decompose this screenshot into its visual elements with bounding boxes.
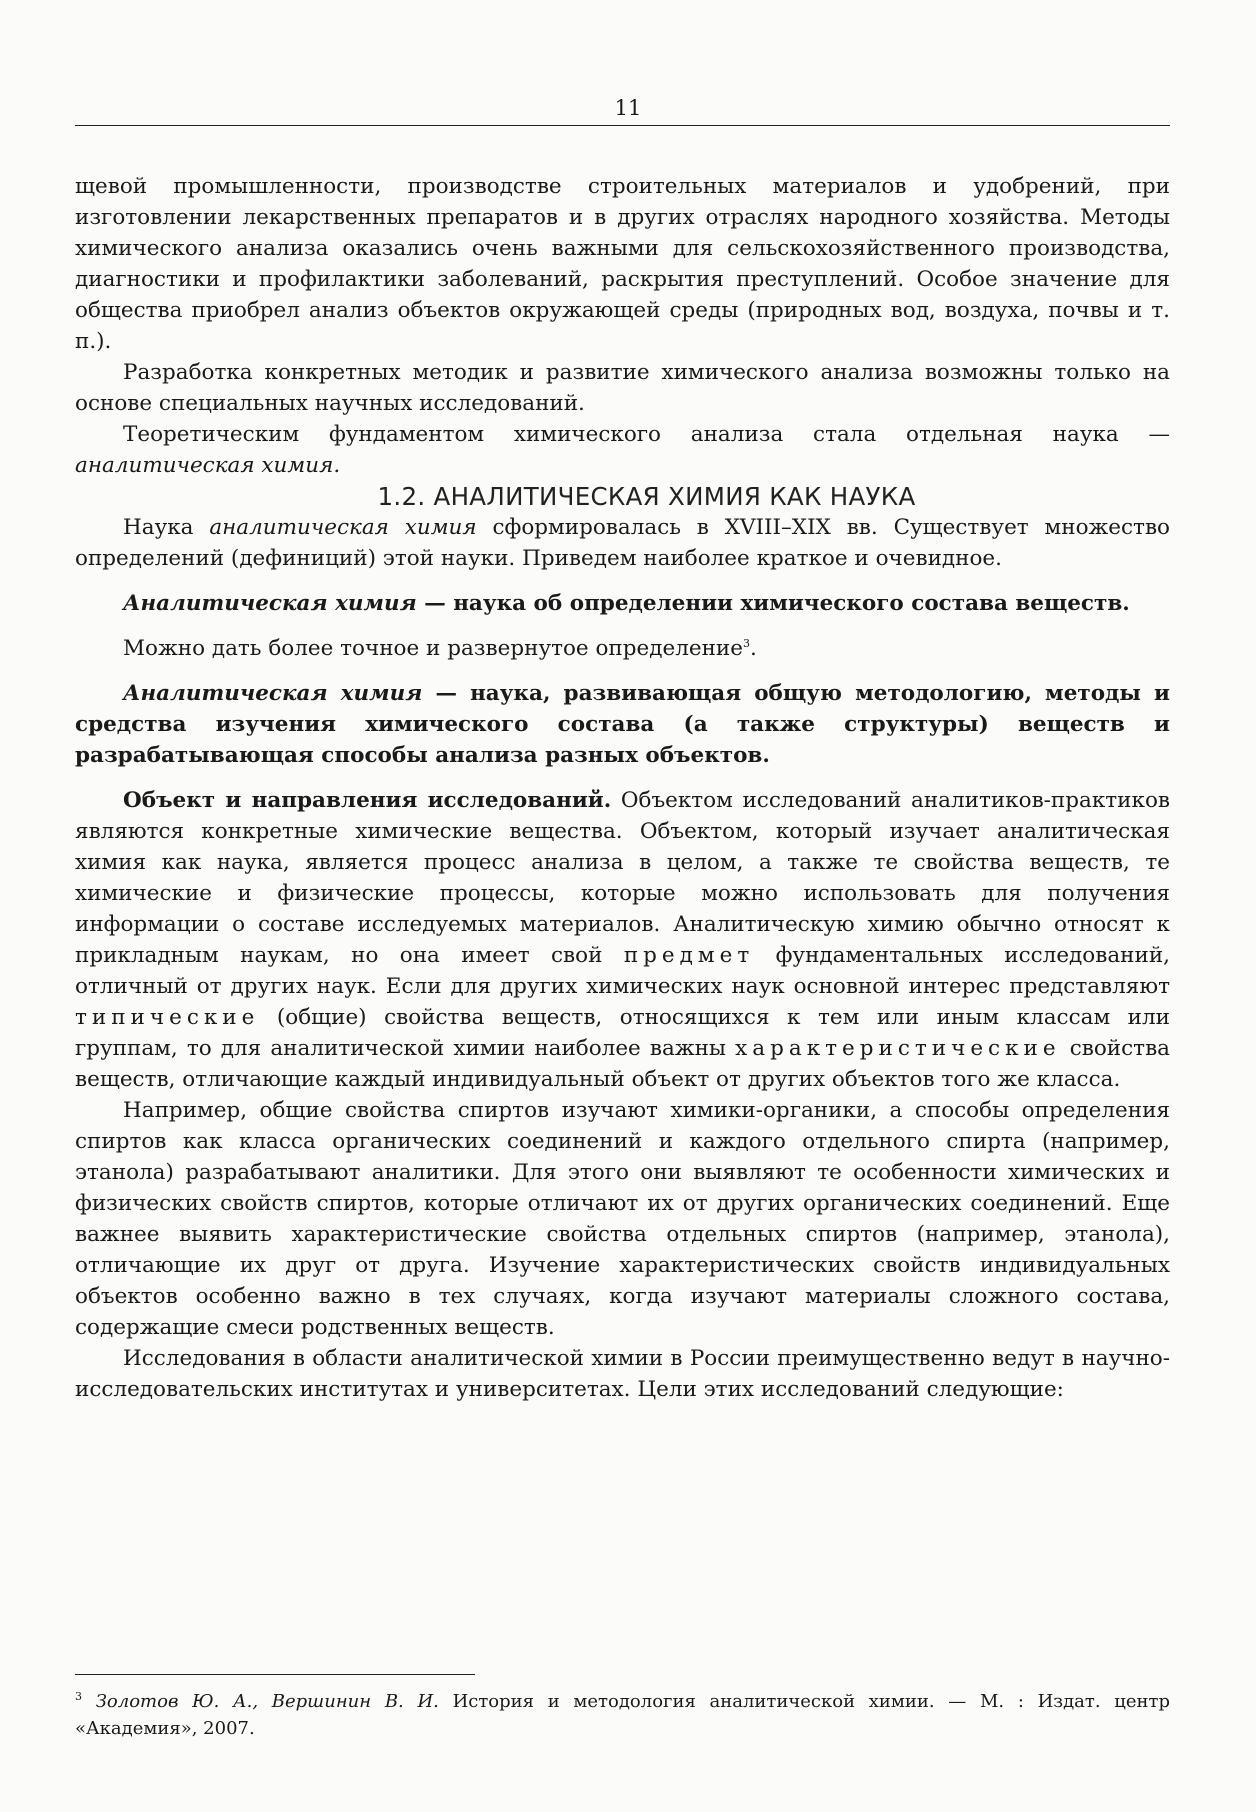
definition-1-term: Аналитическая химия (123, 591, 417, 616)
definition-2-text: — наука, развивающая общую методологию, методы и средства изучения химического состава (а также структуры) веществ и разрабатывающая способы анализа разных объектов. (75, 681, 1170, 768)
section-title: 1.2. АНАЛИТИЧЕСКАЯ ХИМИЯ КАК НАУКА (377, 482, 916, 511)
section-p1-text-b: сформировалась в XVIII–XIX вв. Существует множество определений (дефиниций) этой науки. Приведем наиболее краткое и очевидное. (75, 515, 1170, 571)
definition-2 (75, 678, 1170, 771)
header-rule (75, 125, 1170, 126)
definition-1 (75, 588, 1170, 619)
intro-paragraph-3-text: Теоретическим фундаментом химического анализа стала отдельная наука — (123, 422, 1170, 447)
object-text-c: (общие) свойства веществ, относящихся к тем или иным классам или группам, то для аналитической химии наиболее важны (75, 1005, 1170, 1061)
section-paragraph-2: Можно дать более точное и развернутое определение$^3$. (123, 636, 757, 661)
footnote (75, 1688, 1170, 1742)
example-paragraph: Например, общие свойства спиртов изучают химики-органики, а способы определения спиртов как класса органических соединений и каждого отдельного спирта (например, этанола) разрабатывают аналитики. Для этого они выявляют те особенности химических и физических свойств спиртов, которые отличают их от других органических соединений. Еще важнее выявить характеристические свойства отдельных спиртов (например, этанола), отличающие их друг от друга. Изучение характеристических свойств индивидуальных объектов особенно важно в тех случаях, когда изучают материалы сложного состава, содержащие смеси родственных веществ. (75, 1098, 1170, 1340)
footnote-mark: 3 (75, 1690, 82, 1703)
section-p1-text-a: Наука (123, 515, 210, 540)
research-paragraph: Исследования в области аналитической химии в России преимущественно ведут в научно-исследовательских институтах и университетах. Цели этих исследований следующие: (75, 1346, 1170, 1402)
definition-2-term: Аналитическая химия (123, 681, 423, 706)
section-p2-text: Можно дать более точное и развернутое определение (123, 636, 743, 661)
object-text-d: свойства веществ, отличающие каждый индивидуальный объект от других объектов того же класса. (75, 1036, 1170, 1092)
footnote-authors: Золотов Ю. А., Вершинин В. И. (95, 1691, 439, 1712)
definition-1-text: — наука об определении химического состава веществ. (416, 591, 1130, 616)
intro-paragraph-3-emphasis: аналитическая химия. (75, 453, 341, 478)
intro-paragraph-3 (75, 419, 1170, 481)
object-spaced-term-1: предмет (623, 943, 755, 968)
intro-paragraph-2: Разработка конкретных методик и развитие химического анализа возможны только на основе специальных научных исследований. (75, 360, 1170, 416)
intro-paragraph-1: щевой промышленности, производстве строительных материалов и удобрений, при изготовлении лекарственных препаратов и в других отраслях народного хозяйства. Методы химического анализа оказались очень важными для сельскохозяйственного производства, диагностики и профилактики заболеваний, раскрытия преступлений. Особое значение для общества приобрел анализ объектов окружающей среды (природных вод, воздуха, почвы и т. п.). (75, 174, 1170, 354)
footnote-rule (75, 1674, 475, 1675)
footnote-text: История и методология аналитической химии. — М. : Издат. центр «Академия», 2007. (75, 1691, 1170, 1739)
object-text-b: фундаментальных исследований, отличный от других наук. Если для других химических наук основной интерес представляют (75, 943, 1170, 999)
object-text-a: Объектом исследований аналитиков-практиков являются конкретные химические вещества. Объектом, который изучает аналитическая химия как наука, является процесс анализа в целом, а также те свойства веществ, те химические и физические процессы, которые можно использовать для получения информации о составе исследуемых материалов. Аналитическую химию обычно относят к прикладным наукам, но она имеет свой (75, 788, 1170, 968)
page-number: 11 (614, 96, 642, 120)
object-paragraph (75, 785, 1170, 1095)
section-p1-emphasis: аналитическая химия (209, 515, 477, 540)
page-content (75, 171, 1170, 1405)
section-paragraph-1 (75, 512, 1170, 574)
object-heading: Объект и направления исследований. (123, 788, 612, 813)
object-spaced-term-2: типические (75, 1005, 260, 1030)
footnote-reference: 3 (742, 636, 750, 650)
object-spaced-term-3: характеристические (735, 1036, 1061, 1061)
